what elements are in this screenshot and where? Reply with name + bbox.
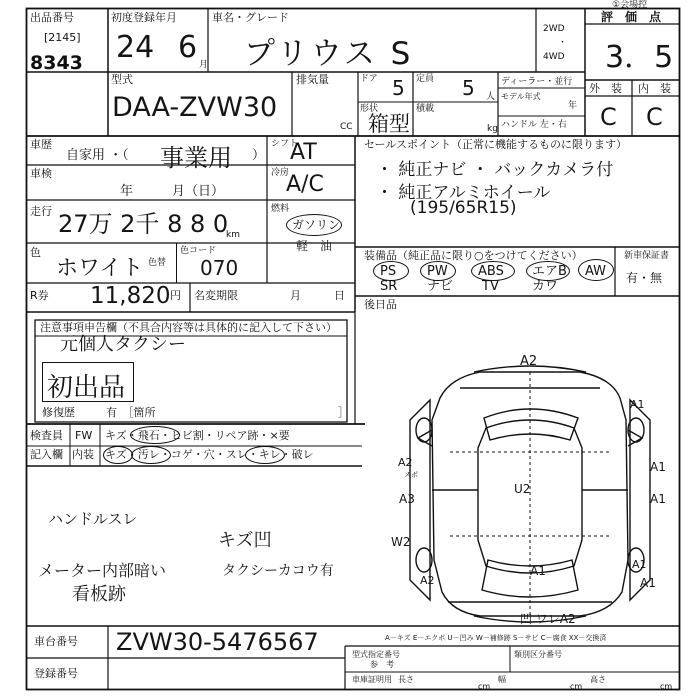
displacement-label: 排気量: [296, 73, 329, 86]
lot-number-label: 出品番号: [30, 11, 74, 24]
door-count: 5: [392, 76, 405, 100]
color-change-label: 色替: [148, 258, 167, 268]
mark-left-quarter: A2: [420, 574, 435, 587]
inspection-date: 年 月（日）: [120, 184, 225, 199]
model-code: DAA-ZVW30: [112, 92, 278, 123]
mark-roof: U2: [514, 482, 531, 496]
equip-airbag: エアB: [532, 264, 567, 279]
exterior-label: 外 装: [589, 82, 622, 95]
mark-left-front: A2: [398, 456, 413, 469]
mark-front: A2: [520, 354, 538, 369]
history-value: 事業用: [160, 144, 232, 172]
first-registration-label: 初度登録年月: [111, 11, 177, 24]
ac-value: A/C: [286, 172, 324, 197]
mark-left-rear: W2: [391, 535, 411, 549]
drive-dot: ・: [558, 38, 568, 48]
mark-spoiler: スポ: [404, 471, 418, 479]
car-name: プリウス S: [244, 36, 414, 72]
registration-number-label: 登録番号: [34, 667, 78, 680]
first-listing-text: 初出品: [47, 373, 126, 403]
length-cm: cm: [478, 682, 491, 691]
repair-history-value: 有 ［箇所: [106, 406, 156, 419]
dealer-label: ディーラー・並行: [501, 77, 573, 87]
person-unit: 人: [486, 92, 496, 102]
shift-label: シフト: [271, 139, 299, 149]
comment-sign-trace: 看板跡: [72, 584, 126, 605]
steering-label: ハンドル 左・右: [501, 120, 567, 130]
equip-abs: ABS: [478, 264, 504, 279]
mark-right-quarter: A1: [640, 576, 656, 590]
recycle-label: R券: [30, 289, 49, 302]
fw-defects: キズ・飛石・ヒビ割・リペア跡・×要: [105, 429, 290, 442]
comment-taxi-mod: タクシーカコウ有: [222, 563, 334, 579]
cc-unit: CC: [340, 122, 353, 132]
name-change-label: 名変期限: [194, 289, 238, 302]
warranty-label: 新車保証書: [624, 251, 670, 261]
mark-right-fender: A1: [630, 398, 645, 411]
equip-navi: ナビ: [427, 279, 454, 294]
width-label: 幅: [498, 675, 506, 684]
mark-left-door: A3: [399, 492, 415, 506]
mileage-label: 走行: [30, 205, 52, 218]
mark-right-rear: A1: [632, 558, 647, 571]
damage-legend: A－キズ E－エクボ U－凹み W－補修跡 S－サビ C－腐食 XX－交換済: [385, 634, 607, 642]
mark-trunk: A1: [530, 564, 546, 578]
color-label: 色: [30, 246, 41, 259]
reference-label-1: 参 考: [370, 660, 394, 669]
notes-text: 元個人タクシー: [60, 334, 186, 355]
fuel-diesel: 軽 油: [296, 239, 333, 253]
lot-number: 8343: [30, 52, 83, 74]
garage-cert-label: 車庫証明用: [352, 675, 392, 684]
comment-dent: キズ凹: [218, 530, 272, 551]
interior-defect-label: 内装: [72, 448, 94, 461]
body-shape-label: 形状: [360, 104, 379, 114]
fuel-gasoline: ガソリン: [292, 218, 341, 232]
color-code-label: 色コード: [180, 246, 217, 256]
capacity-label: 定員: [416, 74, 435, 84]
drive-2wd: 2WD: [543, 24, 565, 34]
entry-label: 記入欄: [30, 448, 63, 461]
chassis-label: 車台番号: [34, 635, 78, 648]
sales-points-label: セールスポイント（正常に機能するものに限ります）: [364, 138, 628, 151]
repair-history-label: 修復歴: [42, 406, 75, 419]
category-label: 類別区分番号: [514, 650, 562, 659]
mark-right-door: A1: [650, 492, 666, 506]
venue-copy-label: ①会場控: [612, 0, 648, 10]
yen-unit: 円: [170, 289, 181, 302]
sales-point-1: ・ 純正ナビ ・ バックカメラ付: [376, 160, 614, 180]
history-label: 車歴: [30, 138, 52, 151]
ac-label: 冷房: [271, 168, 290, 178]
notes-label: 注意事項申告欄（不具合内容等は具体的に記入して下さい）: [40, 321, 337, 334]
height-label: 高さ: [590, 675, 606, 684]
door-label: ドア: [360, 74, 378, 84]
color-code-value: 070: [200, 256, 239, 280]
comment-meter-dim: メーター内部暗い: [38, 561, 167, 580]
equipment-label: 装備品（純正品に限り○をつけてください）: [364, 249, 583, 262]
recycle-fee: 11,820: [90, 283, 171, 309]
equip-leather: カワ: [532, 279, 559, 294]
sales-point-3: (195/65R15): [410, 198, 517, 218]
chassis-number: ZVW30-5476567: [116, 628, 319, 656]
body-shape: 箱型: [368, 112, 410, 136]
month-unit: 月: [199, 60, 209, 70]
score-label: 評 価 点: [601, 10, 662, 24]
shift-value: AT: [290, 140, 317, 165]
year-unit: 年: [568, 101, 578, 111]
mark-right-front: A1: [650, 460, 666, 474]
mileage-value: 27万 2千 8 8 0: [58, 210, 229, 238]
fw-label: FW: [75, 429, 93, 442]
registration-month: 6: [178, 30, 198, 65]
inspection-label: 車検: [30, 167, 52, 180]
drive-4wd: 4WD: [543, 52, 565, 62]
history-close: ）: [252, 148, 266, 163]
length-label: 長さ: [398, 675, 414, 684]
interior-grade: C: [646, 103, 663, 131]
inspector-label: 検査員: [30, 429, 63, 442]
car-name-label: 車名・グレード: [212, 11, 289, 24]
km-unit: km: [226, 230, 240, 240]
type-designation-label: 型式指定番号: [352, 650, 400, 659]
equip-ps: PS: [380, 264, 397, 279]
equip-aw: AW: [585, 264, 607, 279]
equip-sr: SR: [380, 279, 398, 294]
height-cm: cm: [660, 682, 673, 691]
name-change-date: 月 日: [290, 289, 345, 302]
interior-label: 内 装: [638, 82, 671, 95]
width-cm: cm: [570, 682, 583, 691]
interior-defects: キズ・汚レ・コゲ・穴・スレ・キレ・破レ: [105, 448, 314, 461]
history-options: 自家用 ・（: [66, 148, 129, 163]
exterior-grade: C: [600, 103, 617, 131]
model-type-label: 型式: [111, 73, 133, 86]
sales-point-2: ・ 純正アルミホイール: [376, 183, 551, 203]
equip-tv: TV: [482, 279, 499, 294]
model-year-label: モデル年式: [501, 92, 541, 101]
equip-pw: PW: [427, 264, 448, 279]
comment-steering-wear: ハンドルスレ: [48, 510, 138, 528]
warranty-value: 有・無: [626, 271, 663, 285]
mark-rear-bumper: 凹 ワレA2: [520, 612, 576, 626]
score-value: 3．5: [605, 40, 674, 75]
later-items-label: 後日品: [364, 298, 397, 311]
load-label: 積載: [416, 104, 435, 114]
capacity-value: 5: [462, 76, 475, 100]
fuel-label: 燃料: [271, 204, 290, 214]
lot-sub-code: [2145]: [44, 31, 81, 44]
color-value: ホワイト: [56, 256, 144, 281]
registration-year: 24: [116, 30, 155, 65]
kg-unit: kg: [487, 124, 498, 134]
